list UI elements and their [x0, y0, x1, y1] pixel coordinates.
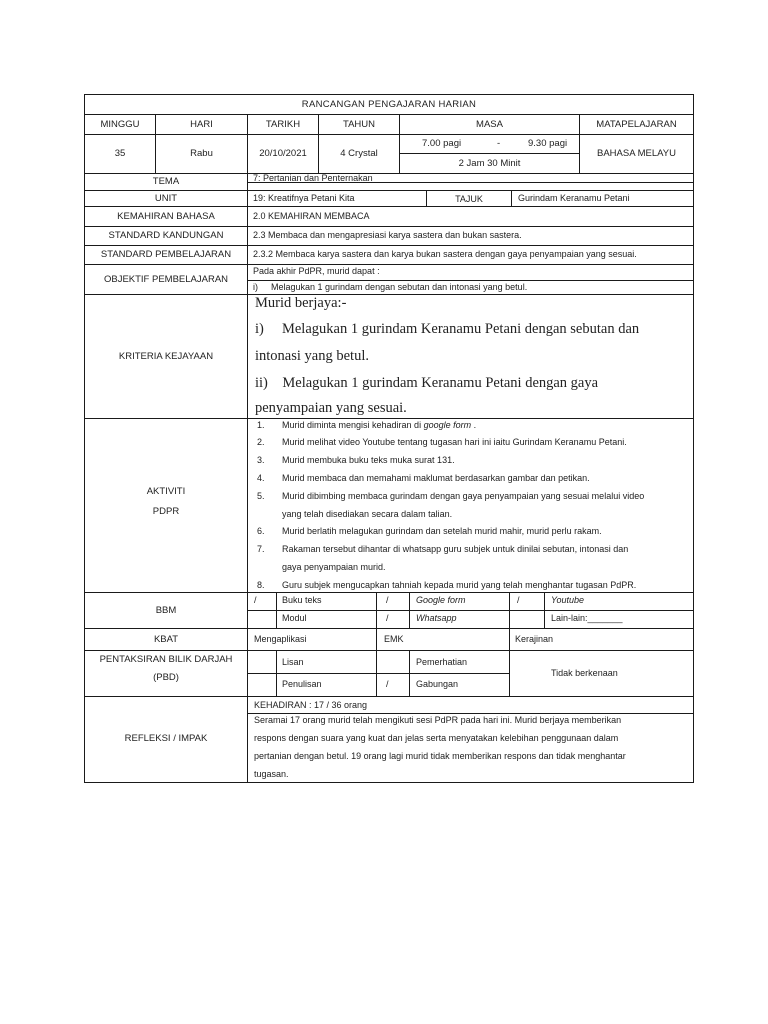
emk-value: Kerajinan [515, 634, 554, 644]
header-matapelajaran: MATAPELAJARAN [596, 118, 677, 130]
kriteria-line: intonasi yang betul. [255, 348, 369, 364]
tarikh-value: 20/10/2021 [259, 148, 307, 159]
aktiviti-item-num: 3. [257, 455, 265, 465]
emk-label: EMK [384, 634, 404, 644]
kbat-label: KBAT [153, 633, 179, 645]
bbm-item-whatsapp: Whatsapp [416, 613, 457, 623]
bbm-check: / [254, 595, 257, 605]
grid-line [376, 592, 377, 628]
pbd-item-lisan: Lisan [282, 657, 304, 667]
hari-value: Rabu [190, 148, 213, 159]
header-tarikh: TARIKH [265, 118, 301, 130]
grid-line [247, 610, 694, 611]
aktiviti-item-text-part: Murid diminta mengisi kehadiran di [282, 420, 422, 430]
aktiviti-item-num: 5. [257, 491, 265, 501]
header-hari: HARI [190, 118, 213, 130]
grid-line [509, 592, 510, 628]
grid-line [409, 592, 410, 628]
aktiviti-list [248, 419, 693, 592]
grid-line [84, 782, 694, 783]
header-minggu: MINGGU [100, 118, 140, 130]
header-tahun: TAHUN [342, 118, 376, 130]
bbm-item-youtube: Youtube [551, 595, 585, 605]
bbm-check [254, 612, 274, 626]
bbm-check: / [386, 595, 389, 605]
aktiviti-item-text: Murid membaca dan memahami maklumat berdasarkan gambar dan petikan. [282, 473, 590, 483]
aktiviti-item-text-cont: gaya penyampaian murid. [282, 562, 386, 572]
refleksi-line: respons dengan suara yang kuat dan jelas serta menyatakan kelebihan penggunaan dalam [254, 733, 619, 743]
bbm-item-modul: Modul [282, 613, 307, 623]
aktiviti-item-text: Murid melihat video Youtube tentang tugasan hari ini iaitu Gurindam Keranamu Petani. [282, 437, 627, 447]
unit-value: 19: Kreatifnya Petani Kita [253, 193, 355, 203]
aktiviti-item [248, 490, 693, 520]
lesson-plan-table [84, 94, 694, 783]
pbd-label-short: (PBD) [153, 672, 179, 683]
grid-line [247, 673, 509, 674]
aktiviti-item-text-end: . [471, 420, 477, 430]
grid-line [544, 592, 545, 628]
bbm-item-lain-lain: Lain-lain:_______ [551, 613, 623, 623]
aktiviti-item-num: 8. [257, 580, 265, 590]
tema-value: 7: Pertanian dan Penternakan [253, 174, 373, 183]
pbd-check [386, 653, 406, 671]
aktiviti-item-text: Murid dibimbing membaca gurindam dengan gaya penyampaian yang sesuai melalui video [282, 491, 645, 501]
kriteria-line: i) Melagukan 1 gurindam Keranamu Petani dengan sebutan dan [255, 321, 640, 337]
google-form-text: google form [423, 420, 472, 430]
page-title: RANCANGAN PENGAJARAN HARIAN [301, 98, 477, 110]
sp-label: STANDARD PEMBELAJARAN [100, 249, 232, 260]
refleksi-line: tugasan. [254, 769, 289, 779]
aktiviti-item-text [282, 419, 476, 431]
kbat-value: Mengaplikasi [254, 634, 307, 644]
tajuk-value: Gurindam Keranamu Petani [518, 193, 630, 203]
masa-duration: 2 Jam 30 Minit [458, 157, 521, 169]
aktiviti-item-num: 2. [257, 437, 265, 447]
objektif-intro: Pada akhir PdPR, murid dapat : [253, 266, 380, 276]
grid-line [511, 190, 512, 206]
sk-value: 2.3 Membaca dan mengapresiasi karya sastera dan bukan sastera. [253, 230, 522, 240]
pbd-check [254, 675, 274, 693]
unit-label: UNIT [154, 192, 178, 204]
refleksi-label: REFLEKSI / IMPAK [124, 733, 208, 744]
tajuk-label: TAJUK [455, 193, 483, 204]
header-masa: MASA [476, 118, 503, 130]
kriteria-label: KRITERIA KEJAYAAN [118, 350, 214, 362]
aktiviti-item [248, 454, 693, 466]
pbd-label: PENTAKSIRAN BILIK DARJAH [99, 654, 233, 665]
refleksi-line: pertanian dengan betul. 19 orang lagi murid tidak memberikan respons dan tidak menghantar [254, 751, 626, 761]
grid-line [509, 650, 510, 696]
bbm-item-buku-teks: Buku teks [282, 595, 322, 605]
bbm-item-google-form: Google form [416, 595, 466, 605]
aktiviti-item-num: 6. [257, 526, 265, 536]
aktiviti-item [248, 472, 693, 484]
kriteria-line: Murid berjaya:- [255, 295, 347, 311]
objektif-item-text: Melagukan 1 gurindam dengan sebutan dan intonasi yang betul. [271, 282, 528, 292]
kehadiran-text: KEHADIRAN : 17 / 36 orang [254, 700, 368, 710]
pbd-item-penulisan: Penulisan [282, 679, 322, 689]
masa-time-range [400, 135, 579, 153]
aktiviti-item-text: Rakaman tersebut dihantar di whatsapp guru subjek untuk dinilai sebutan, intonasi dan [282, 544, 629, 554]
grid-line [409, 650, 410, 696]
aktiviti-label-pdpr: PDPR [152, 506, 180, 517]
kemahiran-value: 2.0 KEMAHIRAN MEMBACA [253, 211, 370, 221]
aktiviti-item-num: 7. [257, 544, 265, 554]
pbd-check: / [386, 679, 389, 689]
aktiviti-item-text: Murid membuka buku teks muka surat 131. [282, 455, 455, 465]
bbm-check: / [386, 613, 389, 623]
refleksi-line: Seramai 17 orang murid telah mengikuti sesi PdPR pada hari ini. Murid berjaya memberikan [254, 715, 622, 725]
aktiviti-item-text: Murid berlatih melagukan gurindam dan setelah murid mahir, murid perlu rakam. [282, 526, 602, 536]
pbd-item-gabungan: Gabungan [416, 679, 459, 689]
tema-label: TEMA [152, 176, 180, 187]
aktiviti-label: AKTIVITI [146, 486, 186, 497]
aktiviti-item-num: 1. [257, 420, 265, 430]
matapelajaran-value: BAHASA MELAYU [596, 148, 677, 159]
aktiviti-item [248, 436, 693, 448]
bbm-check: / [517, 595, 520, 605]
sp-value: 2.3.2 Membaca karya sastera dan karya bukan sastera dengan gaya penyampaian yang sesuai. [253, 249, 637, 259]
objektif-label: OBJEKTIF PEMBELAJARAN [103, 273, 229, 285]
pbd-tidak-berkenaan: Tidak berkenaan [551, 668, 618, 678]
objektif-item-num: i) [253, 282, 258, 292]
aktiviti-item [248, 579, 693, 591]
grid-line [693, 94, 694, 783]
minggu-value: 35 [114, 148, 126, 159]
bbm-label: BBM [155, 604, 177, 616]
aktiviti-item-text-cont: yang telah disediakan secara dalam talian. [282, 509, 453, 519]
grid-line [376, 650, 377, 696]
masa-end: 9.30 pagi [528, 138, 568, 149]
sk-label: STANDARD KANDUNGAN [108, 230, 224, 241]
masa-start: 7.00 pagi [422, 138, 462, 149]
kriteria-line: ii) Melagukan 1 gurindam Keranamu Petani dengan gaya [255, 375, 599, 391]
grid-line [276, 592, 277, 628]
grid-line [376, 628, 377, 650]
aktiviti-item [248, 419, 693, 431]
aktiviti-item-num: 4. [257, 473, 265, 483]
aktiviti-item [248, 525, 693, 537]
masa-dash: - [497, 138, 501, 149]
grid-line [509, 628, 510, 650]
pbd-check [254, 653, 274, 671]
kemahiran-label: KEMAHIRAN BAHASA [117, 210, 215, 222]
aktiviti-item-text: Guru subjek mengucapkan tahniah kepada murid yang telah menghantar tugasan PdPR. [282, 580, 637, 590]
bbm-check [517, 612, 537, 626]
pbd-item-pemerhatian: Pemerhatian [416, 657, 468, 667]
grid-line [276, 650, 277, 696]
aktiviti-item [248, 543, 693, 573]
tahun-value: 4 Crystal [340, 148, 378, 159]
kriteria-line: penyampaian yang sesuai. [255, 400, 407, 416]
